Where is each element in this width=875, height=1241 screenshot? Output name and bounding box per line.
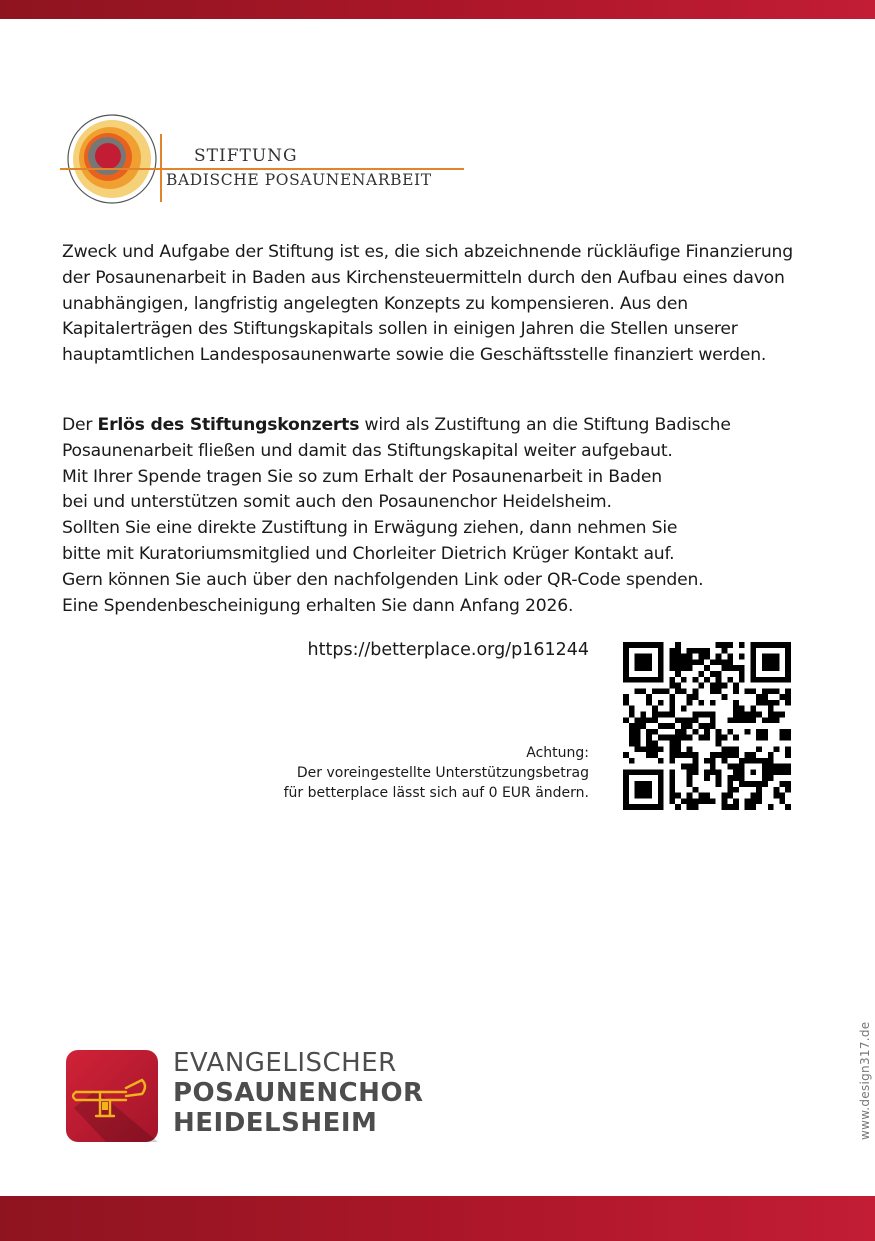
logo-horizontal-rule [60,168,464,170]
trombone-icon [66,1050,158,1142]
chor-name-line2: POSAUNENCHOR [173,1078,424,1108]
concert-line: Gern können Sie auch über den nachfolgenden Link oder QR-Code spenden. [62,569,704,590]
donation-notice [284,743,589,803]
stiftung-name-line1: STIFTUNG [194,146,298,166]
stiftung-logo [60,112,470,207]
notice-title: Achtung: [526,745,589,761]
chor-name-line1: EVANGELISCHER [173,1048,397,1078]
chor-name-line3: HEIDELSHEIM [173,1108,378,1138]
logo-vertical-rule [160,134,162,202]
top-band [0,0,875,19]
purpose-paragraph: Zweck und Aufgabe der Stiftung ist es, die sich abzeichnende rückläufige Finanzierung der Posaunenarbeit in Baden aus Kirchensteuermitteln durch den Aufbau eines davon unabhängigen, langfristig angelegten Konzepts zu kompensieren. Aus den Kapitalerträgen des Stiftungskapitals sollen in einigen Jahren die Stellen unserer hauptamtlichen Landesposaunenwarte sowie die Geschäftsstelle finanziert werden. [62,242,793,366]
stiftung-name-line2: BADISCHE POSAUNENARBEIT [166,171,432,189]
concert-proceeds-bold: Erlös des Stiftungskonzerts [97,415,360,435]
concert-paragraph [62,413,797,619]
concert-line: bitte mit Kuratoriumsmitglied und Chorleiter Dietrich Krüger Kontakt auf. [62,543,675,564]
concert-line: Eine Spendenbescheinigung erhalten Sie dann Anfang 2026. [62,595,574,616]
donation-link[interactable]: https://betterplace.org/p161244 [307,640,589,660]
concert-line: Mit Ihrer Spende tragen Sie so zum Erhalt der Posaunenarbeit in Baden [62,466,662,487]
notice-line: für betterplace lässt sich auf 0 EUR ändern. [283,785,589,801]
chor-name [173,1048,424,1138]
concert-prefix: Der [62,415,98,435]
bottom-band [0,1196,875,1241]
concert-line: bei und unterstützen somit auch den Posaunenchor Heidelsheim. [62,492,612,513]
concentric-rings-icon [60,112,160,207]
designer-credit: www.design317.de [858,1021,872,1140]
concert-line: Posaunenarbeit fließen und damit das Stiftungskapital weiter aufgebaut. [62,440,673,461]
qr-code-icon[interactable] [623,642,791,810]
concert-line: Sollten Sie eine direkte Zustiftung in Erwägung ziehen, dann nehmen Sie [62,518,678,539]
concert-line: wird als Zustiftung an die Stiftung Badische [359,415,731,435]
notice-line: Der voreingestellte Unterstützungsbetrag [296,765,589,781]
